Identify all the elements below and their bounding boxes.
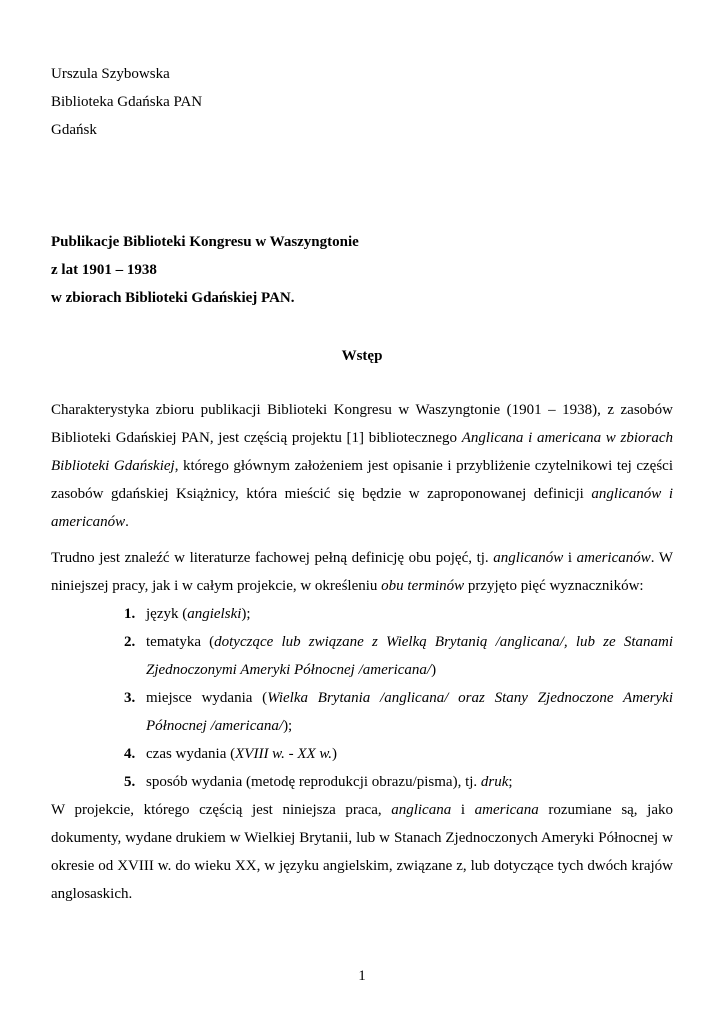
document-title-line-1: Publikacje Biblioteki Kongresu w Waszyngtonie [51,234,359,250]
page-number: 1 [358,968,366,984]
author-name: Urszula Szybowska [51,66,170,82]
list-item-text: język (angielski); [146,606,251,622]
author-block [51,60,673,144]
list-item-number: 4. [124,746,136,762]
list-item [51,768,673,796]
list-item-number: 5. [124,774,136,790]
author-city: Gdańsk [51,122,97,138]
criteria-list [51,600,673,796]
paragraph-definitions: Trudno jest znaleźć w literaturze fachowej pełną definicję obu pojęć, tj. anglicanów i americanów. W niniejszej pracy, jak i w całym projekcie, w określeniu obu terminów przyjęto pięć wyznaczników: [51,550,674,594]
list-item-number: 3. [124,690,136,706]
author-affiliation: Biblioteka Gdańska PAN [51,94,203,110]
title-block [51,228,673,312]
paragraph-intro: Charakterystyka zbioru publikacji Biblioteki Kongresu w Waszyngtonie (1901 – 1938), z zasobów Biblioteki Gdańskiej PAN, jest częścią projektu [1] bibliotecznego Anglicana i americana w zbiorach Biblioteki Gdańskiej, którego głównym założeniem jest opisanie i przybliżenie czytelnikowi tej części zasobów gdańskiej Książnicy, która mieścić się będzie w zaproponowanej definicji anglicanów i americanów. [51,402,674,530]
list-item [51,740,673,768]
list-item-number: 1. [124,606,136,622]
list-item [51,628,673,684]
list-item [51,684,673,740]
list-item-text: czas wydania (XVIII w. - XX w.) [146,746,338,762]
list-item-text: sposób wydania (metodę reprodukcji obrazu/pisma), tj. druk; [146,774,513,790]
list-item-number: 2. [124,634,136,650]
paragraph-conclusion: W projekcie, którego częścią jest niniejsza praca, anglicana i americana rozumiane są, jako dokumenty, wydane drukiem w Wielkiej Brytanii, lub w Stanach Zjednoczonych Ameryki Północnej w okresie od XVIII w. do wieku XX, w języku angielskim, związane z, lub dotyczące tych dwóch krajów anglosaskich. [51,802,673,902]
list-item-text: tematyka (dotyczące lub związane z Wielką Brytanią /anglicana/, lub ze Stanami Zjednoczonymi Ameryki Północnej /americana/) [146,634,673,678]
document-title-line-3: w zbiorach Biblioteki Gdańskiej PAN. [51,290,295,306]
list-item [51,600,673,628]
section-heading: Wstęp [341,348,383,364]
list-item-text: miejsce wydania (Wielka Brytania /anglicana/ oraz Stany Zjednoczone Ameryki Północnej /americana/); [146,690,674,734]
document-title-line-2: z lat 1901 – 1938 [51,262,157,278]
